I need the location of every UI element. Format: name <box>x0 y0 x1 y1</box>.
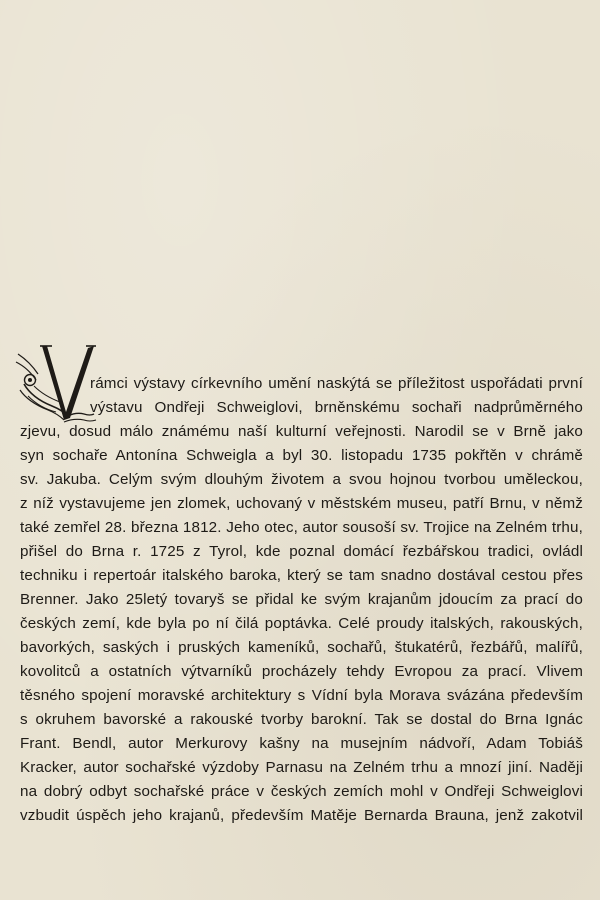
text-line-15: s okruhem bavorské a rakouské tvorby barokní. Tak se dostal do Brna Ignác <box>20 711 583 728</box>
decorative-initial <box>14 340 98 426</box>
text-line-11: českých zemí, kde byla po ní čilá poptávka. Celé proudy italských, rakouských, <box>20 615 583 632</box>
text-line-4: syn sochaře Antonína Schweigla a byl 30. listopadu 1735 pokřtěn v chrámě <box>20 447 583 464</box>
text-line-19: vzbudit úspěch jeho krajanů, především Matěje Bernarda Brauna, jenž zakotvil <box>20 807 583 824</box>
text-line-3: zjevu, dosud málo známému naší kulturní veřejnosti. Narodil se v Brně jako <box>20 423 583 440</box>
text-line-12: bavorkých, saských i pruských kameníků, sochařů, štukatérů, řezbářů, malířů, <box>20 639 583 656</box>
text-line-13: kovolitců a ostatních výtvarníků procházely tehdy Evropou za prací. Vlivem <box>20 663 583 680</box>
text-line-9: techniku i repertoár italského baroka, který se tam snadno dostával cestou přes <box>20 567 583 584</box>
text-line-7: také zemřel 28. března 1812. Jeho otec, autor sousoší sv. Trojice na Zelném trhu, <box>20 519 583 536</box>
text-line-2: výstavu Ondřeji Schweiglovi, brněnskému sochaři nadprůměrného <box>90 399 583 416</box>
text-line-14: těsného spojení moravské architektury s Vídní byla Morava svázána především <box>20 687 583 704</box>
text-line-8: přišel do Brna r. 1725 z Tyrol, kde poznal domácí řezbářskou tradici, ovládl <box>20 543 583 560</box>
text-line-18: na dobrý odbyt sochařské práce v českých zemích mohl v Ondřeji Schweiglovi <box>20 783 583 800</box>
text-line-6: z níž vystavujeme jen zlomek, uchovaný v městském museu, patří Brnu, v němž <box>20 495 583 512</box>
text-line-5: sv. Jakuba. Celým svým dlouhým životem a svou hojnou tvorbou uměleckou, <box>20 471 583 488</box>
text-line-16: Frant. Bendl, autor Merkurovy kašny na musejním nádvoří, Adam Tobiáš <box>20 735 583 752</box>
text-line-10: Brenner. Jako 25letý tovaryš se přidal ke svým krajanům jdoucím za prací do <box>20 591 583 608</box>
text-line-1: rámci výstavy církevního umění naskýtá se příležitost uspořádati první <box>90 375 583 392</box>
ornamental-v-icon <box>14 340 98 426</box>
text-line-17: Kracker, autor sochařské výzdoby Parnasu na Zelném trhu a mnozí jiní. Naději <box>20 759 583 776</box>
